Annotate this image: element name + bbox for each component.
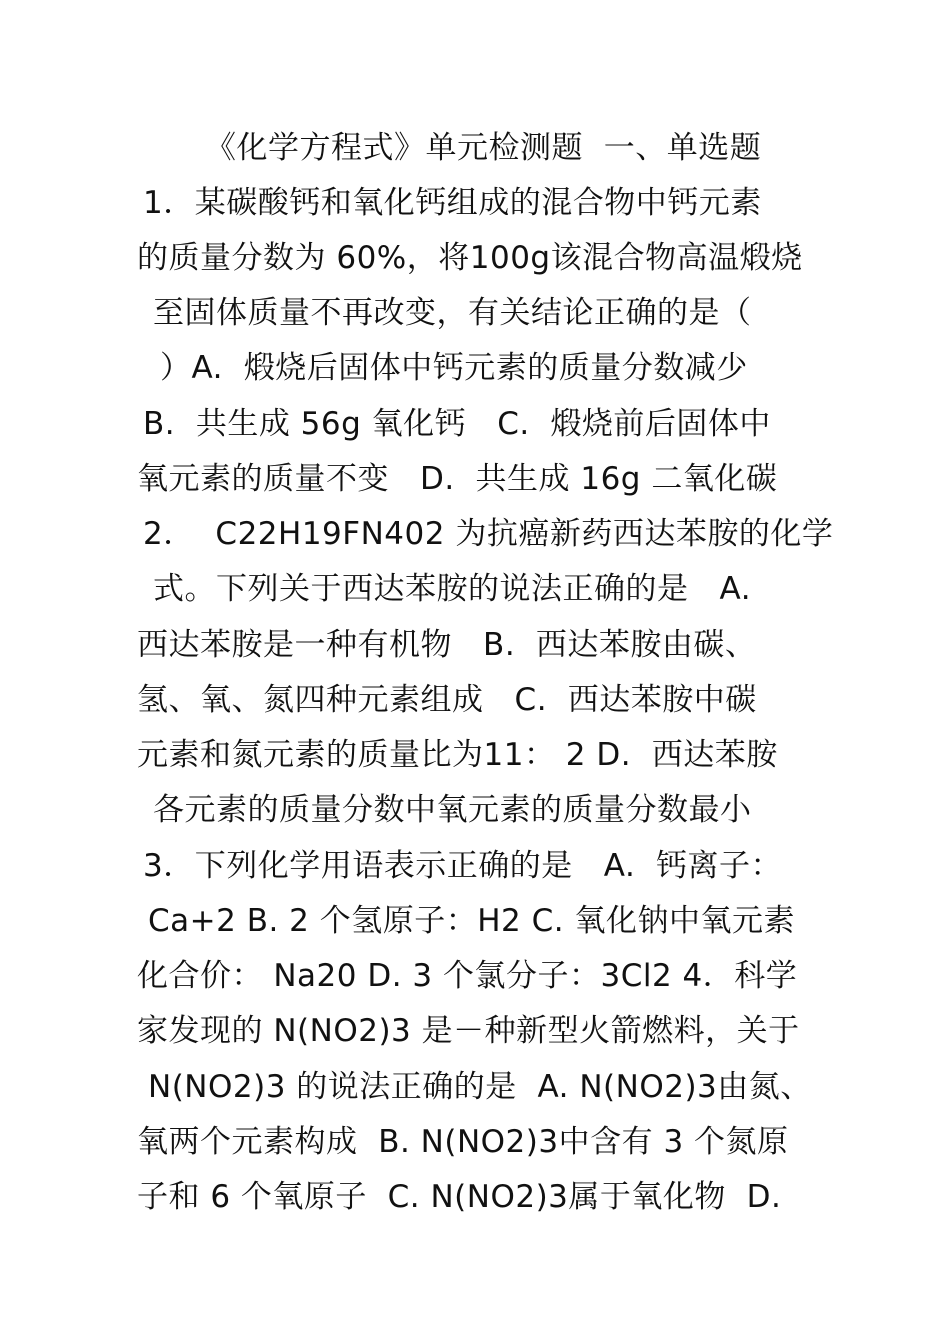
text-line: 西达苯胺是一种有机物 B. 西达苯胺由碳、 xyxy=(137,627,757,663)
text-line: 氧两个元素构成 B. N(NO2)3中含有 3 个氮原 xyxy=(137,1124,789,1160)
text-line: Ca+2 B. 2 个氢原子：H2 C. 氧化钠中氧元素 xyxy=(148,903,795,939)
text-line: 式。下列关于西达苯胺的说法正确的是 A. xyxy=(153,571,752,607)
text-line: N(NO2)3 的说法正确的是 A. N(NO2)3由氮、 xyxy=(148,1069,812,1105)
text-line: 1．某碳酸钙和氧化钙组成的混合物中钙元素 xyxy=(143,185,762,221)
title-line: 《化学方程式》单元检测题 一、单选题 xyxy=(205,130,762,166)
text-line: 的质量分数为 60%，将100g该混合物高温煅烧 xyxy=(137,240,803,276)
text-line: 3．下列化学用语表示正确的是 A. 钙离子： xyxy=(143,848,783,884)
text-line: ）A. 煅烧后固体中钙元素的质量分数减少 xyxy=(160,350,748,386)
text-line: 家发现的 N(NO2)3 是－种新型火箭燃料，关于 xyxy=(137,1013,800,1049)
text-line: B. 共生成 56g 氧化钙 C. 煅烧前后固体中 xyxy=(143,406,771,442)
text-line: 氢、氧、氮四种元素组成 C. 西达苯胺中碳 xyxy=(137,682,757,718)
text-line: 氧元素的质量不变 D. 共生成 16g 二氧化碳 xyxy=(137,461,778,497)
text-line: 化合价： Na20 D. 3 个氯分子：3Cl2 4．科学 xyxy=(137,958,798,994)
text-line: 元素和氮元素的质量比为11： 2 D. 西达苯胺 xyxy=(137,737,778,773)
text-line: 各元素的质量分数中氧元素的质量分数最小 xyxy=(153,792,752,828)
text-line: 至固体质量不再改变，有关结论正确的是（ xyxy=(153,295,752,331)
text-line: 2． C22H19FN402 为抗癌新药西达苯胺的化学 xyxy=(143,516,834,552)
text-line: 子和 6 个氧原子 C. N(NO2)3属于氧化物 D. xyxy=(137,1179,782,1215)
